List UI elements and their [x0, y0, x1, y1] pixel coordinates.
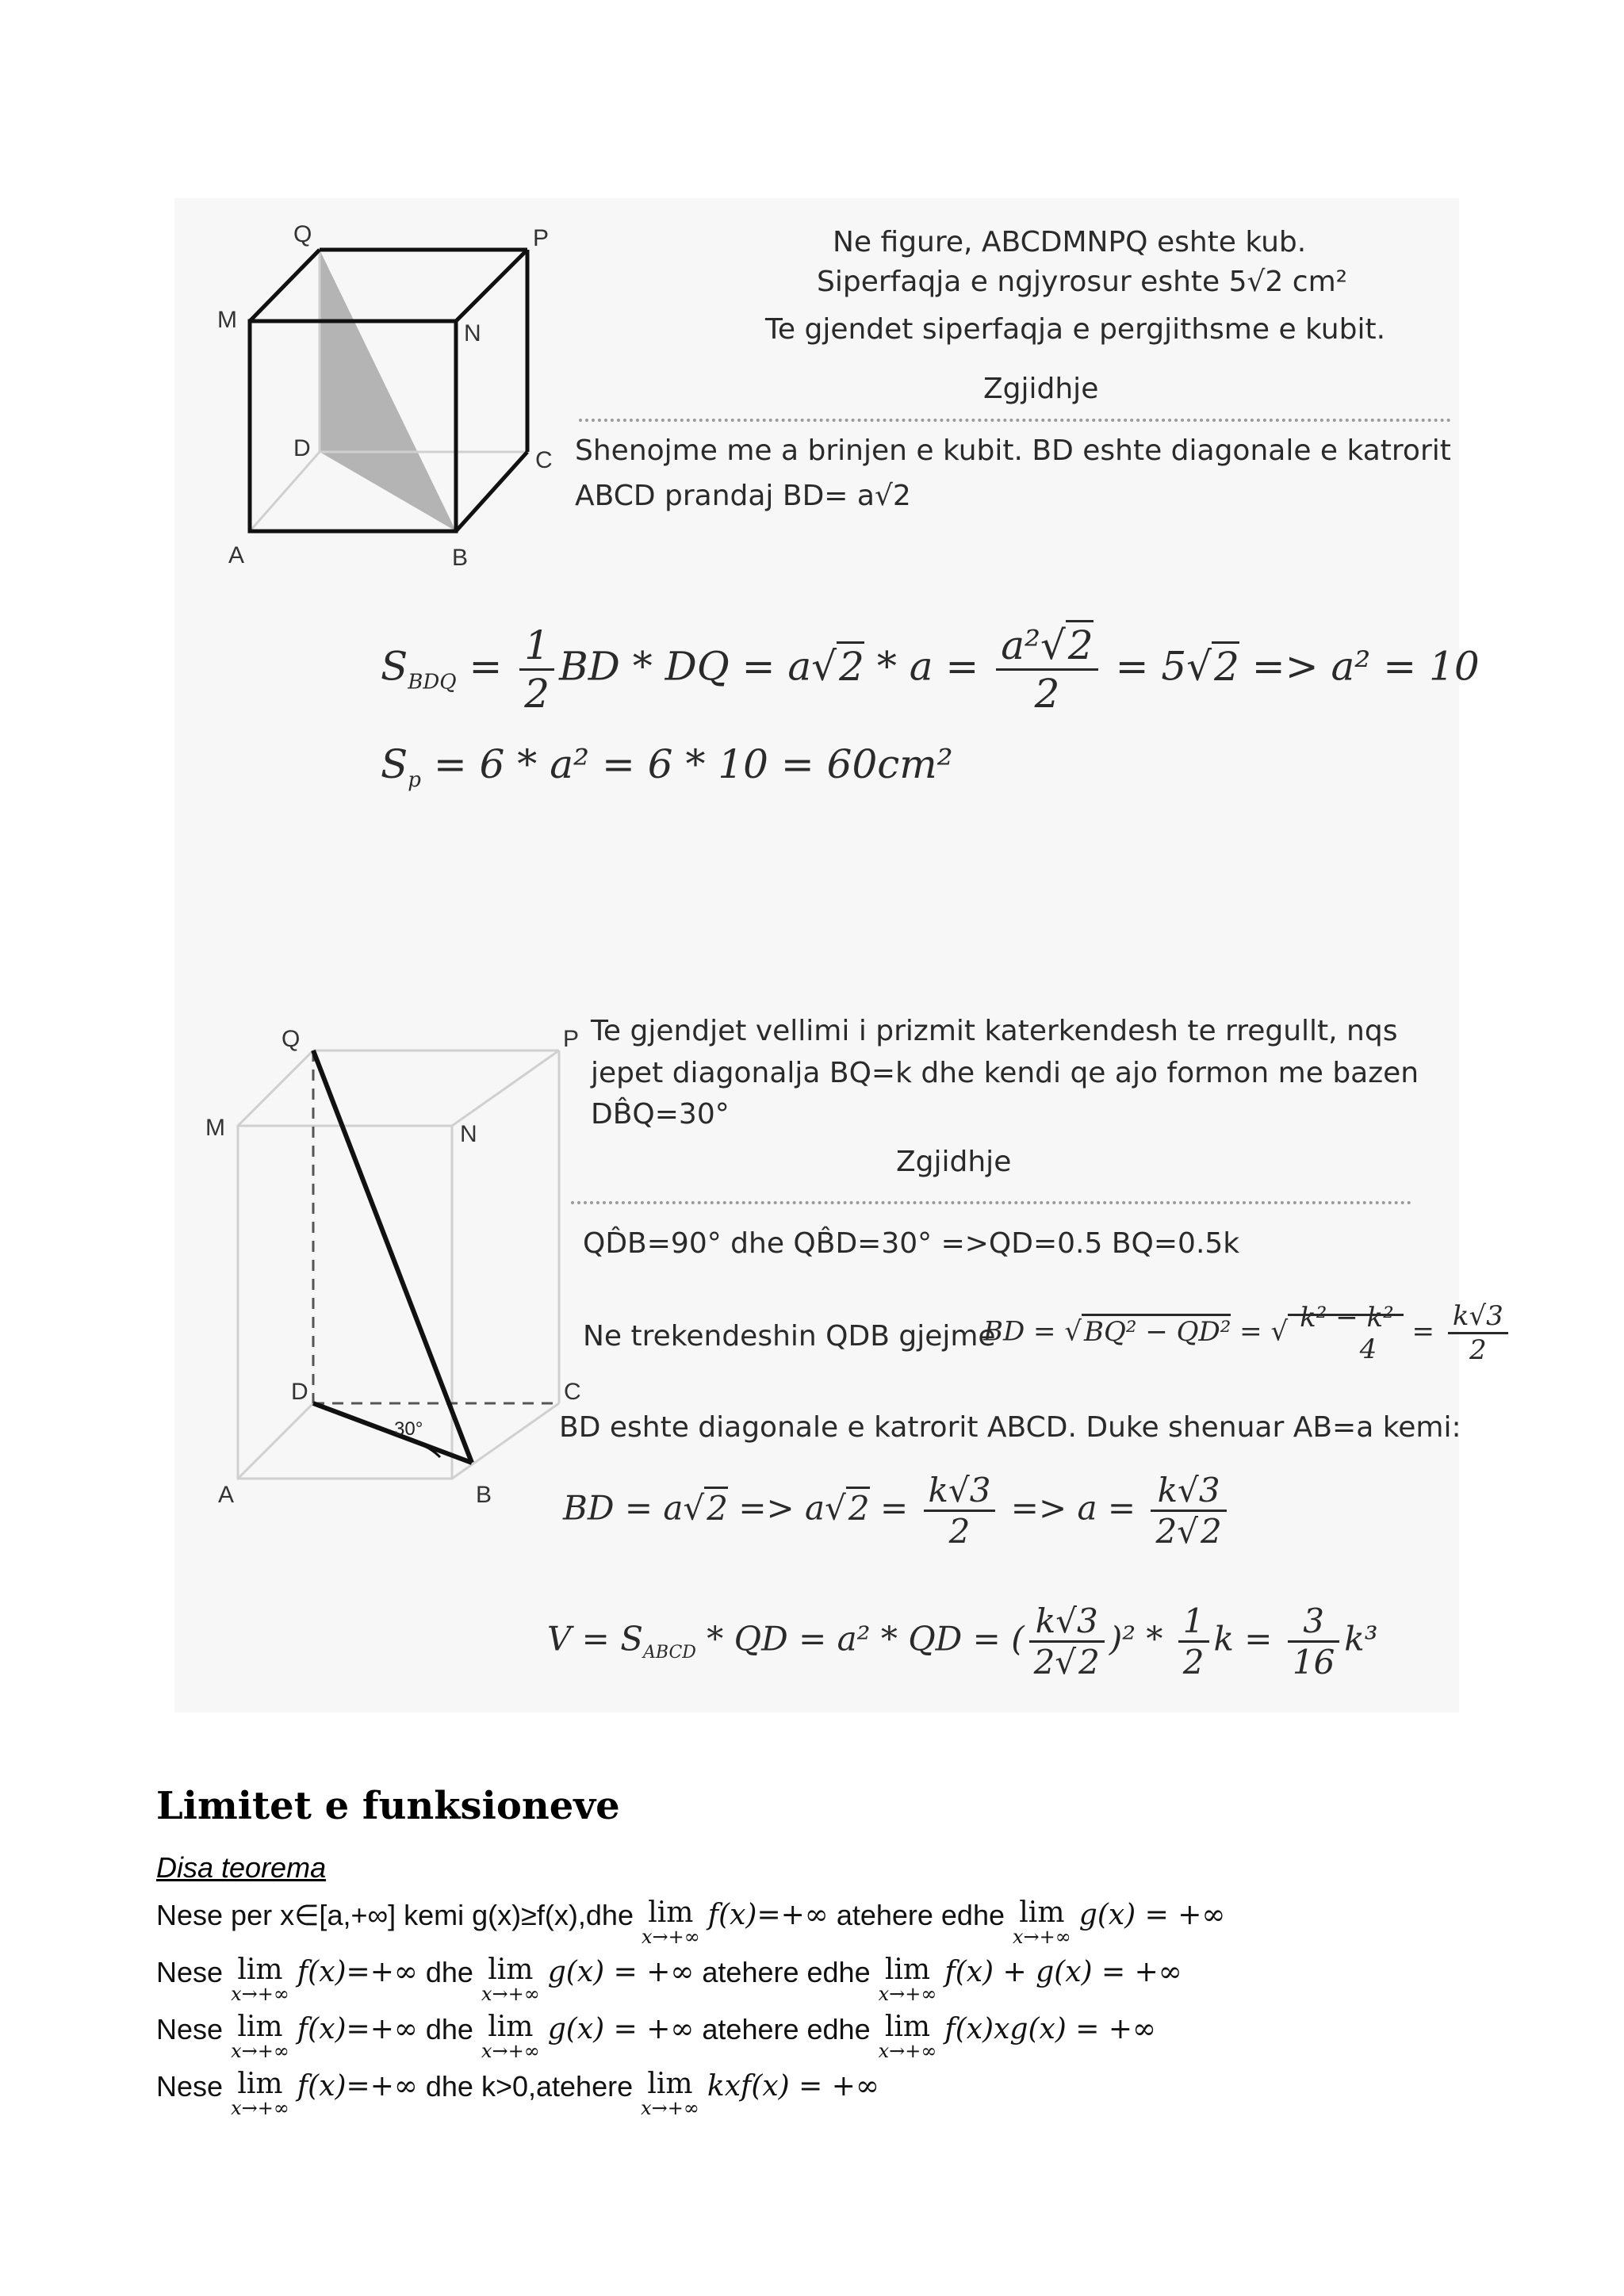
- vertex-d: D: [293, 435, 311, 461]
- p1-solution-text-1: Shenojme me a brinjen e kubit. BD eshte diagonale e katrorit: [575, 434, 1451, 467]
- vertex-n: N: [464, 320, 481, 346]
- p2-statement-2: jepet diagonalja BQ=k dhe kendi qe ajo formon me bazen: [591, 1057, 1419, 1089]
- vertex-m: M: [205, 1115, 225, 1141]
- vertex-q: Q: [293, 221, 312, 247]
- vertex-b: B: [452, 545, 469, 571]
- p2-formula-bd: BD = a√2 => a√2 = $\frac{k√3}{2}$ => a = $\frac{k√3}{2√2}$: [563, 1471, 1231, 1551]
- p1-solution-heading: Zgjidhje: [983, 373, 1099, 405]
- section-title: Limitet e funksioneve: [156, 1784, 620, 1828]
- p2-formula-v: $V = S_{ABCD}$ * QD = a² * QD = ( $\frac{k√3}{2√2}$ )² * $\frac{1}{2}$ k = $\frac{3}{16}$ k³: [547, 1601, 1378, 1682]
- vertex-c: C: [535, 447, 553, 473]
- p2-line-2-text: Ne trekendeshin QDB gjejme: [583, 1320, 996, 1353]
- p2-line-1: QD̂B=90° dhe QB̂D=30° =>QD=0.5 BQ=0.5k: [583, 1227, 1240, 1260]
- vertex-n: N: [460, 1121, 477, 1147]
- cube-diagram: [214, 210, 563, 583]
- angle-label: 30°: [394, 1418, 423, 1440]
- vertex-d: D: [291, 1379, 308, 1405]
- p2-solution-heading: Zgjidhje: [896, 1146, 1012, 1178]
- vertex-a: A: [218, 1482, 235, 1506]
- vertex-b: B: [476, 1482, 492, 1506]
- vertex-a: A: [228, 542, 245, 568]
- theorem-row-4: Nese lim x→+∞ f(x)=+∞ dhe k>0,atehere lim x→+∞ kxf(x) = +∞: [156, 2068, 879, 2119]
- vertex-p: P: [533, 225, 550, 251]
- vertex-q: Q: [282, 1026, 301, 1052]
- theorem-row-2: Nese lim x→+∞ f(x)=+∞ dhe lim x→+∞ g(x) = +∞ atehere edhe lim x→+∞ f(x) + g(x) = +∞: [156, 1954, 1182, 2005]
- p1-dotted-divider: [579, 419, 1451, 422]
- p2-line-2-formula: BD = √BQ² − QD² = √ k² − k² 4 = $\frac{k√3}{2}$: [983, 1300, 1513, 1366]
- theorem-row-3: Nese lim x→+∞ f(x)=+∞ dhe lim x→+∞ g(x) = +∞ atehere edhe lim x→+∞ f(x)xg(x) = +∞: [156, 2011, 1157, 2062]
- prism-diagram: [202, 1015, 583, 1506]
- p2-line-3: BD eshte diagonale e katrorit ABCD. Duke shenuar AB=a kemi:: [559, 1411, 1461, 1444]
- p1-statement-2: Siperfaqja e ngjyrosur eshte 5√2 cm²: [817, 266, 1348, 298]
- p1-statement-3: Te gjendet siperfaqja e pergjithsme e kubit.: [765, 313, 1386, 346]
- p2-statement-3: DB̂Q=30°: [591, 1098, 730, 1131]
- vertex-c: C: [564, 1379, 581, 1405]
- p1-statement-1: Ne figure, ABCDMNPQ eshte kub.: [833, 226, 1307, 258]
- theorem-row-1: Nese per x∈[a,+∞] kemi g(x)≥f(x),dhe lim x→+∞ f(x)=+∞ atehere edhe lim x→+∞ g(x) = +∞: [156, 1896, 1226, 1948]
- p2-dotted-divider: [571, 1201, 1411, 1204]
- p1-solution-text-2: ABCD prandaj BD= a√2: [575, 480, 911, 512]
- section-subtitle: Disa teorema: [156, 1851, 327, 1884]
- vertex-p: P: [563, 1026, 580, 1052]
- shaded-triangle-bdq: [320, 250, 456, 531]
- vertex-m: M: [217, 307, 237, 333]
- p2-statement-1: Te gjendjet vellimi i prizmit katerkendesh te rregullt, nqs: [591, 1015, 1398, 1047]
- p1-formula-1: $S_{BDQ}$ = $\frac{1}{2}$ BD * DQ = a√2 * a = $\frac{\text{a²√2}}{2}$ = 5√2 => a² = 10: [381, 622, 1480, 717]
- p1-formula-2: $S_p = 6 * a^2 = 6 * 10 = 60cm^2$: [381, 741, 953, 792]
